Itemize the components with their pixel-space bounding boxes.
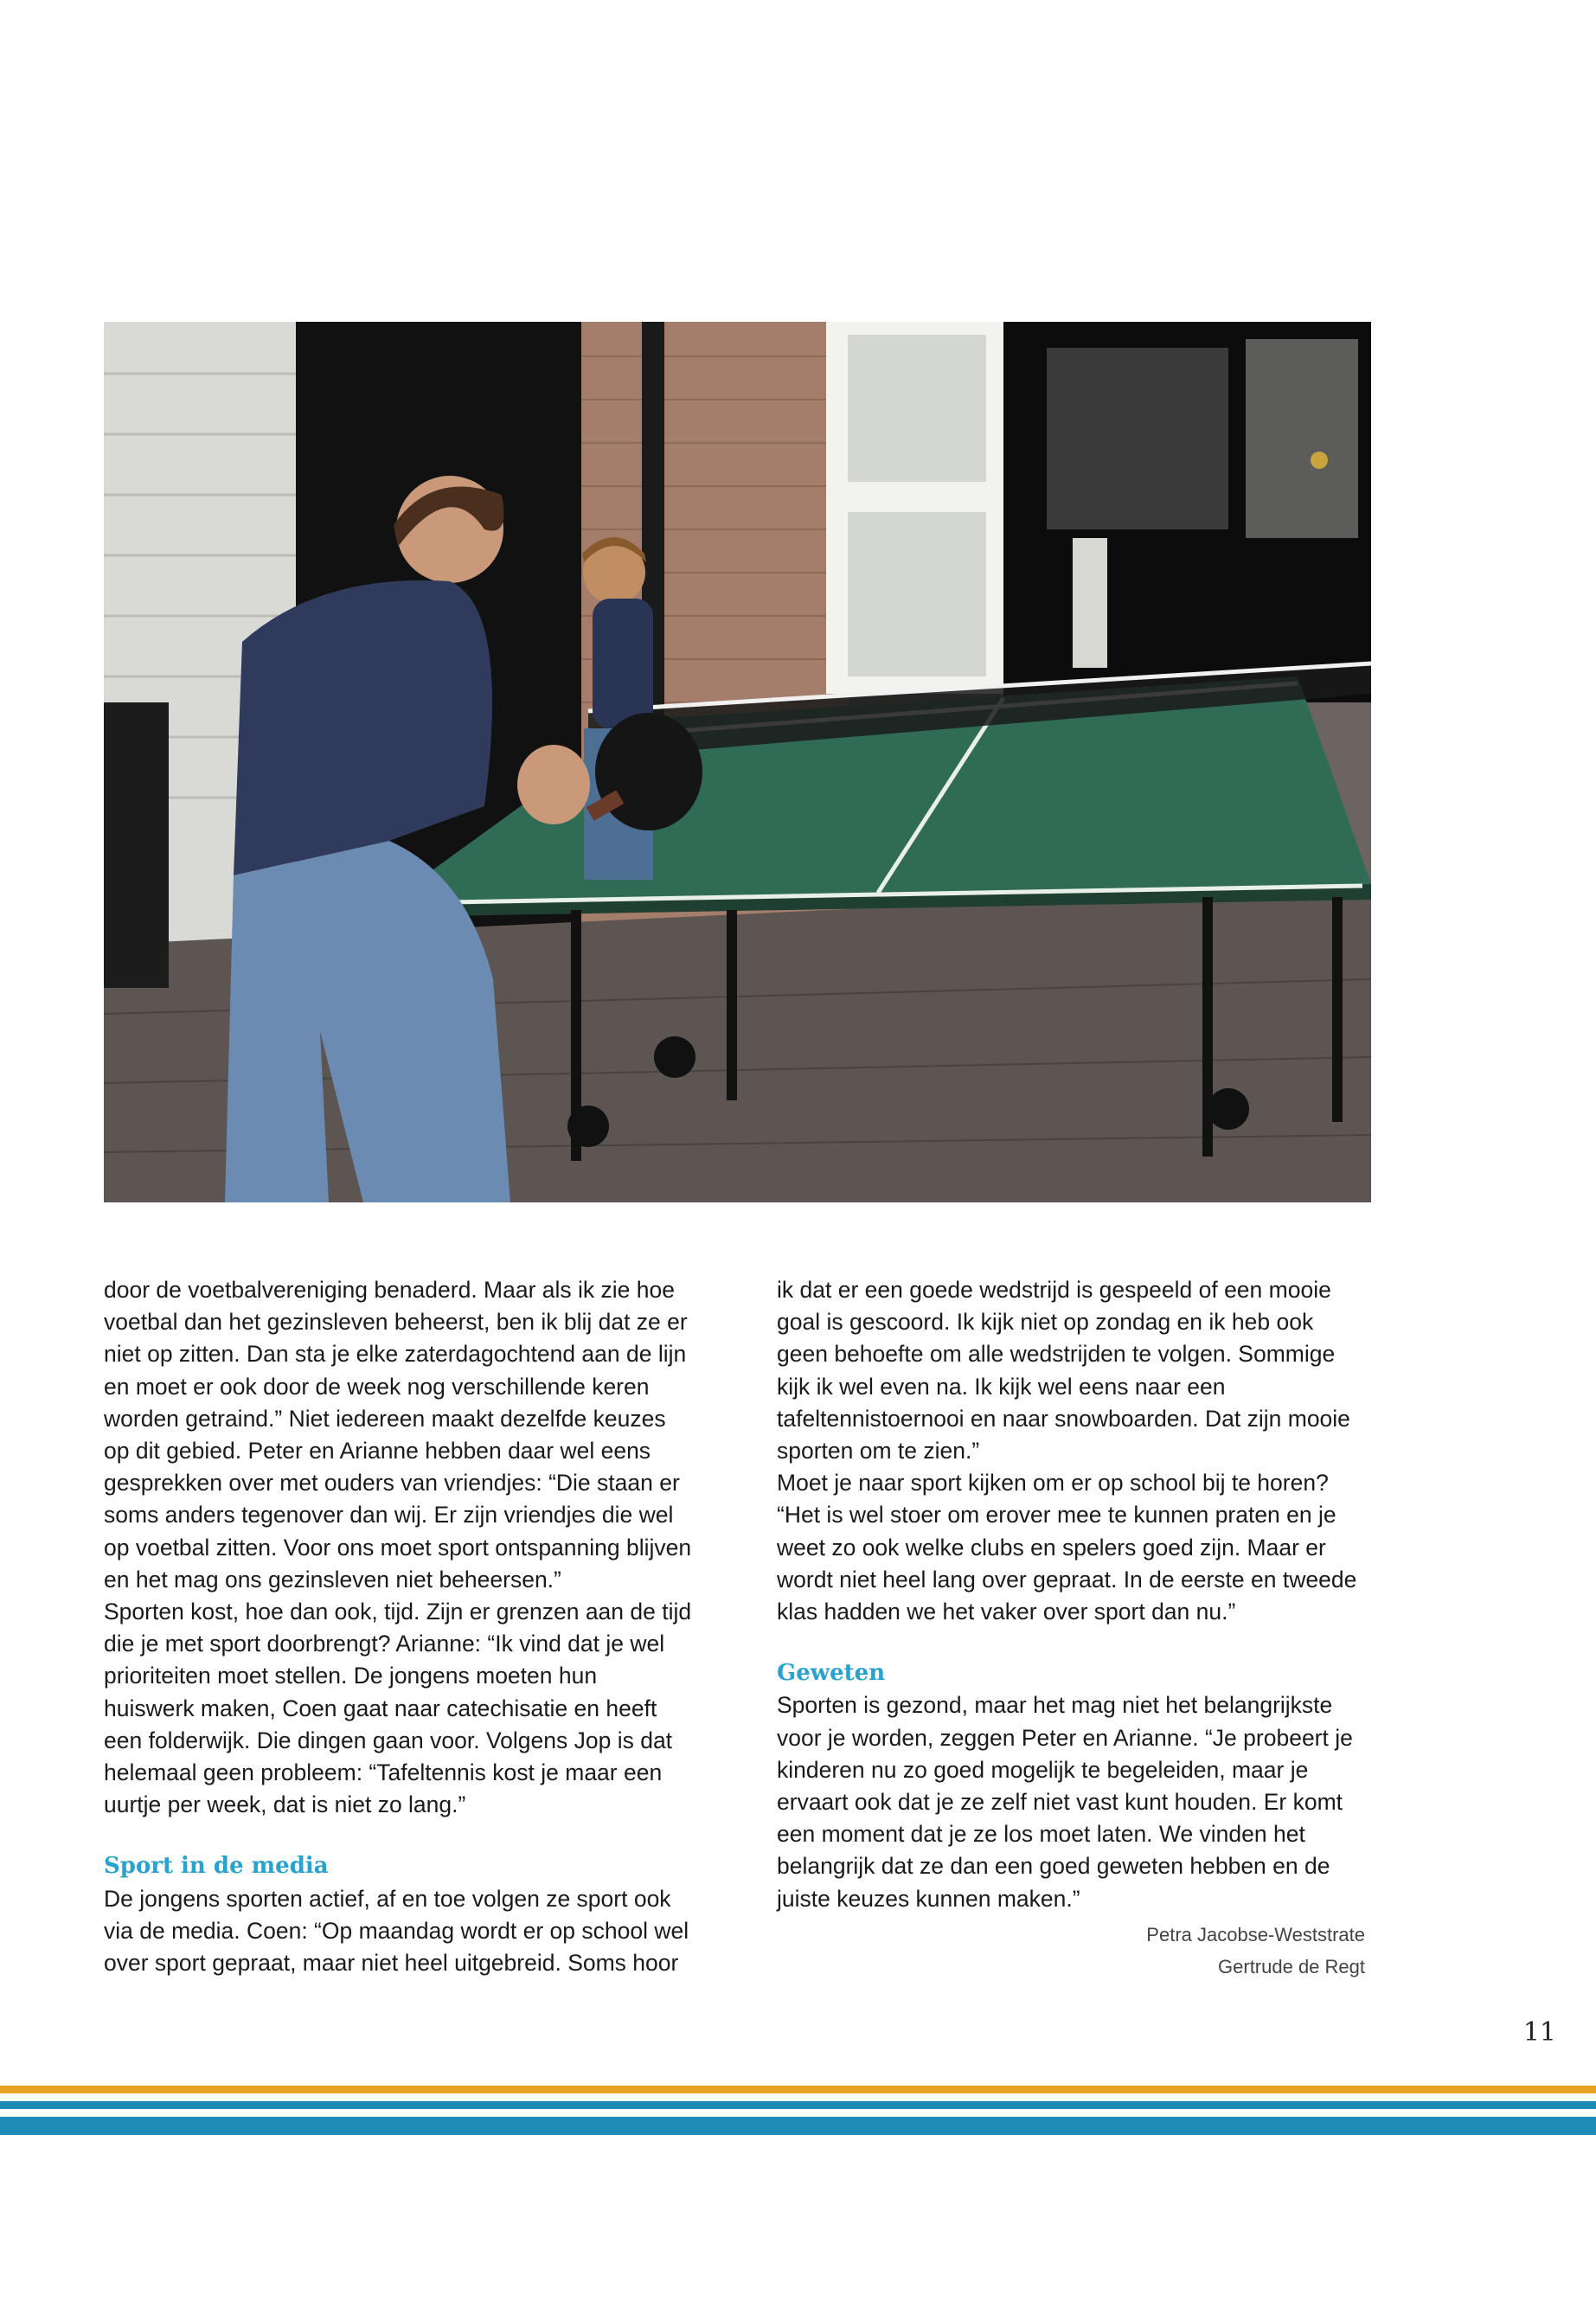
left-paragraph-3: De jongens sporten actief, af en toe volgen ze sport ook via de media. Coen: “Op maandag wordt er op school wel over sport gepraat, maar niet heel uitgebreid. Soms hoor [104,1885,689,1977]
right-paragraph-1: ik dat er een goede wedstrijd is gespeeld of een mooie goal is gescoord. Ik kijk niet op zondag en ik heb ook geen behoefte om alle wedstrijden te volgen. Sommige kijk ik wel even na. Ik kijk wel eens naar een tafeltennistoernooi en naar snowboarden. Dat zijn mooie sporten om te zien.” [777,1277,1350,1465]
author-block [777,1919,1365,1983]
footer-stripe-blue-wide [0,2117,1596,2135]
page-number: 11 [1522,2017,1556,2048]
table-tennis-photo [104,322,1371,1202]
footer-stripe-blue [0,2101,1596,2109]
photo-illustration [104,322,1371,1202]
left-paragraph-2: Sporten kost, hoe dan ook, tijd. Zijn er grenzen aan de tijd die je met sport doorbrengt? Arianne: “Ik vind dat je wel prioriteiten moet stellen. De jongens moeten hun huiswerk maken, Coen gaat naar catechisatie en heeft een folderwijk. Die dingen gaan voor. Volgens Jop is dat helemaal geen probleem: “Tafeltennis kost je maar een uurtje per week, dat is niet zo lang.” [104,1599,692,1818]
footer-stripe-orange [0,2086,1596,2093]
right-column [777,1274,1365,1983]
section-heading-geweten: Geweten [777,1660,886,1687]
author-name: Petra Jacobse-Weststrate [1146,1923,1365,1945]
right-paragraph-2: Moet je naar sport kijken om er op school bij te horen? “Het is wel stoer om erover mee te kunnen praten en je weet zo ook welke clubs en spelers goed zijn. Maar er wordt niet heel lang over gepraat. In de eerste en tweede klas hadden we het vaker over sport dan nu.” [777,1470,1357,1625]
right-paragraph-3: Sporten is gezond, maar het mag niet het belangrijkste voor je worden, zeggen Peter en Arianne. “Je probeert je kinderen nu zo goed mogelijk te begeleiden, maar je ervaart ook dat je ze zelf niet vast kunt houden. Er komt een moment dat je ze los moet laten. We vinden het belangrijk dat ze dan een goed geweten hebben en de juiste keuzes kunnen maken.” [777,1692,1353,1912]
left-paragraph-1: door de voetbalvereniging benaderd. Maar als ik zie hoe voetbal dan het gezinsleven beheerst, ben ik blij dat ze er niet op zitten. Dan sta je elke zaterdagochtend aan de lijn en moet er ook door de week nog verschillende keren worden getraind.” Niet iedereen maakt dezelfde keuzes op dit gebied. Peter en Arianne hebben daar wel eens gesprekken over met ouders van vriendjes: “Die staan er soms anders tegenover dan wij. Er zijn vriendjes die wel op voetbal zitten. Voor ons moet sport ontspanning blijven en het mag ons gezinsleven niet beheersen.” [104,1277,692,1593]
section-heading-sport-in-de-media: Sport in de media [104,1853,329,1880]
author-name: Gertrude de Regt [1218,1955,1365,1977]
left-column [104,1274,692,1979]
